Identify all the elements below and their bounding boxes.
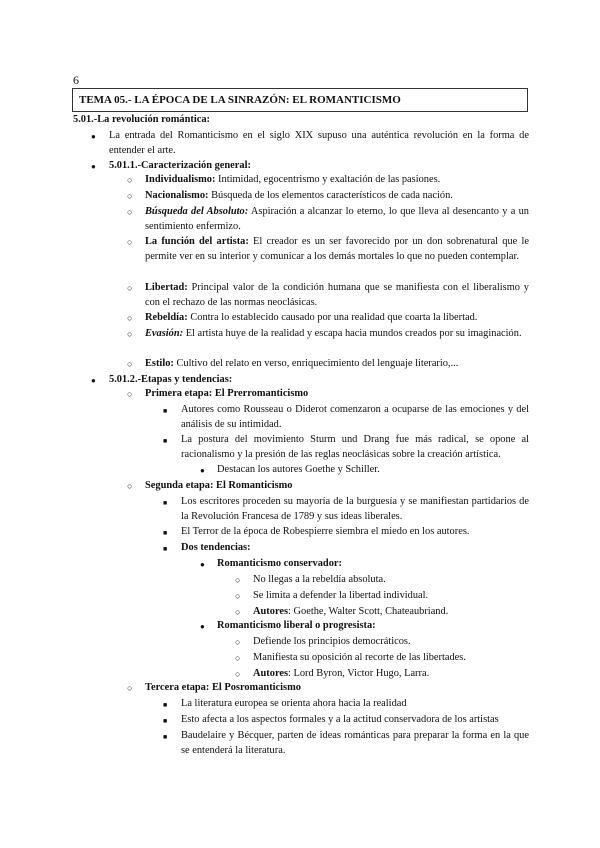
tendencia-item: Se limita a defender la libertad individual. (253, 590, 429, 601)
bullet-circle: ○ (127, 175, 133, 185)
document-title: TEMA 05.- LA ÉPOCA DE LA SINRAZÓN: EL ROMANTICISMO (72, 88, 528, 112)
bullet-circle: ○ (127, 329, 133, 339)
bullet-circle: ○ (127, 237, 133, 247)
caracteristica-item: Evasión: El artista huye de la realidad y escapa hacia mundos creados por su imaginación. (145, 328, 522, 339)
tendencia-autores: Autores: Lord Byron, Victor Hugo, Larra. (253, 668, 430, 679)
etapa-heading: Tercera etapa: El Posromanticismo (145, 682, 301, 693)
tendencia-autores: Autores: Goethe, Walter Scott, Chateaubriand. (253, 606, 449, 617)
caracteristica-item: La función del artista: El creador es un ser favorecido por un don sobrenatural que le permite ver en su interior y comunicar a los demás mortales lo que no pueden contemplar. (145, 236, 529, 262)
bullet-circle: ○ (127, 313, 133, 323)
etapa-item: El Terror de la época de Robespierre siembra el miedo en los autores. (181, 526, 470, 537)
etapa-item: La literatura europea se orienta ahora hacia la realidad (181, 698, 407, 709)
bullet-circle: ○ (127, 389, 133, 399)
caracteristica-item: Estilo: Cultivo del relato en verso, enriquecimiento del lenguaje literario,... (145, 358, 459, 369)
caracteristica-item: Nacionalismo: Búsqueda de los elementos característicos de cada nación. (145, 190, 453, 201)
bullet-circle: ○ (235, 575, 241, 585)
caracteristica-item: Rebeldía: Contra lo establecido causado por una realidad que coarta la libertad. (145, 312, 478, 323)
bullet-circle: ○ (127, 481, 133, 491)
etapa-item: Baudelaire y Bécquer, parten de ideas románticas para preparar la forma en la que se entenderá la literatura. (181, 730, 529, 756)
tendencia-heading: Romanticismo conservador: (217, 558, 342, 569)
bullet-disc: ● (91, 376, 96, 385)
etapa-subitem: Destacan los autores Goethe y Schiller. (217, 464, 380, 475)
bullet-disc: ● (200, 466, 205, 475)
bullet-circle: ○ (235, 669, 241, 679)
intro-paragraph: La entrada del Romanticismo en el siglo XIX supuso una auténtica revolución en la forma de entender el arte. (109, 130, 529, 156)
bullet-circle: ○ (127, 207, 133, 217)
bullet-circle: ○ (127, 683, 133, 693)
bullet-disc: ● (91, 132, 96, 141)
tendencia-item: Manifiesta su oposición al recorte de las libertades. (253, 652, 466, 663)
etapa-heading: Segunda etapa: El Romanticismo (145, 480, 293, 491)
bullet-square: ■ (163, 717, 168, 725)
subsection-heading: 5.01.2.-Etapas y tendencias: (109, 374, 233, 385)
caracteristica-item: Individualismo: Intimidad, egocentrismo y exaltación de las pasiones. (145, 174, 441, 185)
bullet-disc: ● (91, 162, 96, 171)
bullet-square: ■ (163, 499, 168, 507)
bullet-square: ■ (163, 545, 168, 553)
etapa-item: La postura del movimiento Sturm und Drang fue más radical, se opone al racionalismo y la presión de las reglas neoclásicas sobre la creación artística. (181, 434, 529, 460)
bullet-circle: ○ (235, 653, 241, 663)
bullet-circle: ○ (235, 591, 241, 601)
bullet-disc: ● (200, 560, 205, 569)
page-number: 6 (73, 73, 79, 87)
bullet-circle: ○ (127, 283, 133, 293)
bullet-square: ■ (163, 437, 168, 445)
bullet-square: ■ (163, 733, 168, 741)
bullet-circle: ○ (235, 637, 241, 647)
caracteristica-item: Libertad: Principal valor de la condición humana que se manifiesta con el liberalismo y con el rechazo de las normas neoclásicas. (145, 282, 529, 308)
bullet-square: ■ (163, 407, 168, 415)
bullet-circle: ○ (235, 607, 241, 617)
bullet-circle: ○ (127, 359, 133, 369)
section-heading: 5.01.-La revolución romántica: (73, 114, 210, 125)
bullet-circle: ○ (127, 191, 133, 201)
etapa-item: Los escritores proceden su mayoría de la burguesía y se manifiestan partidarios de la Revolución Francesa de 1789 y sus ideas liberales. (181, 496, 529, 522)
tendencia-item: No llegas a la rebeldía absoluta. (253, 574, 386, 585)
etapa-item: Esto afecta a los aspectos formales y a la actitud conservadora de los artistas (181, 714, 499, 725)
bullet-disc: ● (200, 622, 205, 631)
subsection-heading: 5.01.1.-Caracterización general: (109, 160, 251, 171)
tendencias-heading: Dos tendencias: (181, 542, 251, 553)
bullet-square: ■ (163, 529, 168, 537)
tendencia-item: Defiende los principios democráticos. (253, 636, 411, 647)
tendencia-heading: Romanticismo liberal o progresista: (217, 620, 376, 631)
etapa-heading: Primera etapa: El Prerromanticismo (145, 388, 309, 399)
bullet-square: ■ (163, 701, 168, 709)
etapa-item: Autores como Rousseau o Diderot comenzaron a ocuparse de las emociones y del análisis de su intimidad. (181, 404, 529, 430)
caracteristica-item: Búsqueda del Absoluto: Aspiración a alcanzar lo eterno, lo que lleva al desencanto y a un sentimiento enfermizo. (145, 206, 529, 232)
